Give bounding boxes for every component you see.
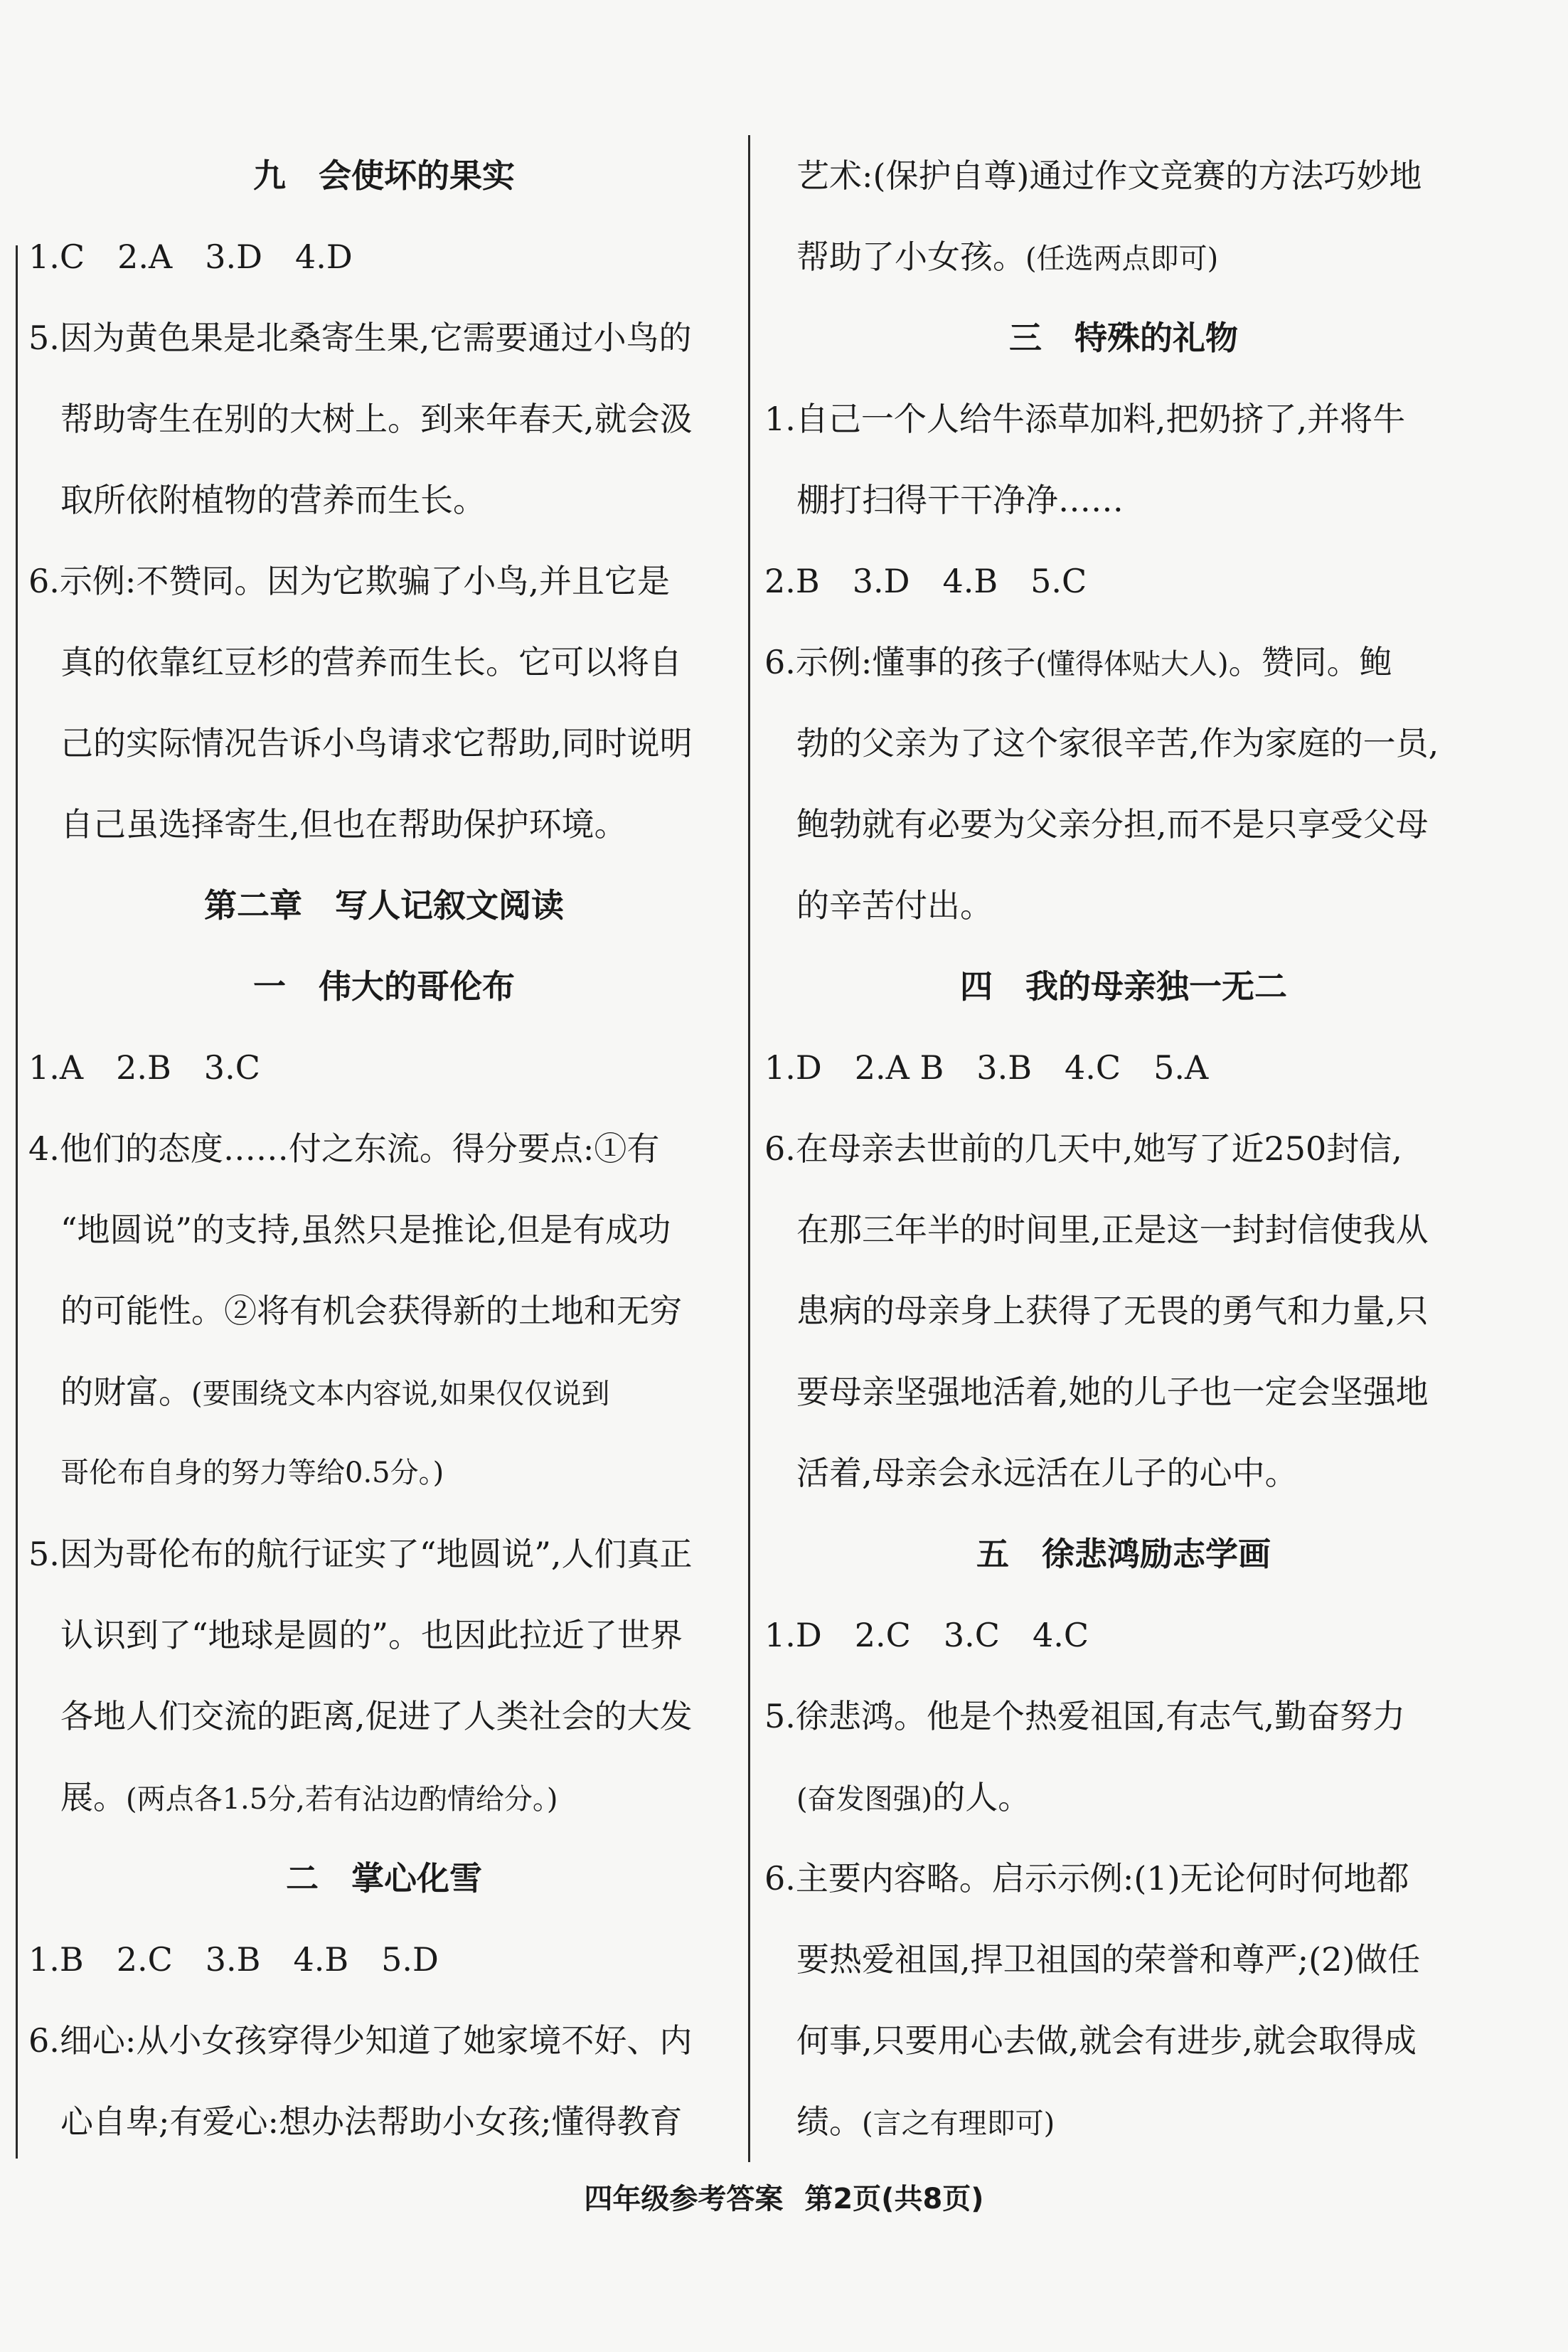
answer-line: 何事,只要用心去做,就会有进步,就会取得成 bbox=[796, 2021, 1417, 2060]
answer-line: 在那三年半的时间里,正是这一封封信使我从 bbox=[796, 1210, 1429, 1249]
section-heading-2: 二 掌心化雪 bbox=[286, 1859, 482, 1898]
answer-line: 要热爱祖国,捍卫祖国的荣誉和尊严;(2)做任 bbox=[796, 1940, 1421, 1979]
answer-line: 心自卑;有爱心:想办法帮助小女孩;懂得教育 bbox=[60, 2102, 683, 2141]
answer-line: 患病的母亲身上获得了无畏的勇气和力量,只 bbox=[796, 1292, 1429, 1330]
answer-text: 展。 bbox=[60, 1778, 126, 1816]
answer-line: 棚打扫得干干净净…… bbox=[796, 481, 1124, 519]
answer-line: “地圆说”的支持,虽然只是推论,但是有成功 bbox=[60, 1210, 671, 1249]
answer-line: 6.示例:不赞同。因为它欺骗了小鸟,并且它是 bbox=[28, 562, 671, 600]
scoring-note: (任选两点即可) bbox=[1025, 243, 1219, 275]
answer-line: 取所依附植物的营养而生长。 bbox=[60, 481, 486, 519]
answer-line: 5.因为黄色果是北桑寄生果,它需要通过小鸟的 bbox=[28, 319, 692, 357]
footer-page-number: 第2页(共8页) bbox=[804, 2183, 984, 2215]
answer-line: 1.D 2.C 3.C 4.C bbox=[764, 1616, 1089, 1654]
answer-line: 己的实际情况告诉小鸟请求它帮助,同时说明 bbox=[60, 724, 693, 762]
column-divider bbox=[748, 135, 750, 2162]
answer-line bbox=[764, 2081, 1483, 2162]
answer-line: 的可能性。②将有机会获得新的土地和无穷 bbox=[60, 1292, 682, 1330]
answer-line: 活着,母亲会永远活在儿子的心中。 bbox=[796, 1454, 1298, 1492]
section-heading-3: 三 特殊的礼物 bbox=[1009, 319, 1238, 357]
scoring-note: 哥伦布自身的努力等给0.5分。) bbox=[60, 1457, 444, 1489]
answer-line: 要母亲坚强地活着,她的儿子也一定会坚强地 bbox=[796, 1373, 1429, 1411]
answer-text: 绩。 bbox=[796, 2102, 862, 2141]
answer-line: 认识到了“地球是圆的”。也因此拉近了世界 bbox=[60, 1616, 683, 1654]
scoring-note: (奋发图强) bbox=[796, 1783, 933, 1816]
answer-line bbox=[28, 1351, 740, 1432]
answer-text: 。赞同。鲍 bbox=[1228, 643, 1392, 681]
scoring-note: (懂得体贴大人) bbox=[1035, 648, 1229, 681]
right-column bbox=[764, 135, 1483, 2162]
scoring-note: (两点各1.5分,若有沾边酌情给分。) bbox=[126, 1783, 558, 1816]
answer-line bbox=[28, 1757, 740, 1838]
answer-line: 6.细心:从小女孩穿得少知道了她家境不好、内 bbox=[28, 2021, 693, 2060]
answer-line: 5.因为哥伦布的航行证实了“地圆说”,人们真正 bbox=[28, 1535, 693, 1573]
answer-line: 4.他们的态度……付之东流。得分要点:①有 bbox=[28, 1129, 660, 1168]
answer-line: 鲍勃就有必要为父亲分担,而不是只享受父母 bbox=[796, 805, 1429, 844]
answer-text: 帮助了小女孩。 bbox=[796, 238, 1025, 276]
answer-line: 艺术:(保护自尊)通过作文竞赛的方法巧妙地 bbox=[796, 156, 1422, 195]
answer-text: 6.示例:懂事的孩子 bbox=[764, 643, 1036, 681]
answer-line bbox=[764, 1757, 1483, 1838]
answer-line: 1.D 2.A B 3.B 4.C 5.A bbox=[764, 1048, 1209, 1087]
answer-line: 的辛苦付出。 bbox=[796, 886, 993, 925]
section-heading-9: 九 会使坏的果实 bbox=[253, 156, 515, 195]
answer-line bbox=[764, 622, 1483, 703]
answer-line: 勃的父亲为了这个家很辛苦,作为家庭的一员, bbox=[796, 724, 1439, 762]
footer-title: 四年级参考答案 bbox=[584, 2183, 784, 2215]
answer-line bbox=[764, 216, 1483, 297]
answer-line: 5.徐悲鸿。他是个热爱祖国,有志气,勤奋努力 bbox=[764, 1697, 1406, 1735]
answer-line: 1.B 2.C 3.B 4.B 5.D bbox=[28, 1940, 439, 1979]
answer-line: 自己虽选择寄生,但也在帮助保护环境。 bbox=[60, 805, 627, 844]
answer-line: 2.B 3.D 4.B 5.C bbox=[764, 562, 1087, 600]
answer-line: 真的依靠红豆杉的营养而生长。它可以将自 bbox=[60, 643, 682, 681]
answer-line: 各地人们交流的距离,促进了人类社会的大发 bbox=[60, 1697, 693, 1735]
answer-line: 1.C 2.A 3.D 4.D bbox=[28, 238, 353, 276]
answer-line: 1.A 2.B 3.C bbox=[28, 1048, 260, 1087]
page-footer bbox=[0, 2176, 1568, 2217]
section-heading-1: 一 伟大的哥伦布 bbox=[253, 967, 515, 1006]
answer-line: 帮助寄生在别的大树上。到来年春天,就会汲 bbox=[60, 400, 693, 438]
chapter-heading-2: 第二章 写人记叙文阅读 bbox=[204, 886, 564, 925]
left-column bbox=[28, 135, 740, 2162]
scoring-note: (要围绕文本内容说,如果仅仅说到 bbox=[191, 1378, 610, 1410]
answer-text: 的财富。 bbox=[60, 1373, 191, 1411]
answer-line: 6.主要内容略。启示示例:(1)无论何时何地都 bbox=[764, 1859, 1409, 1898]
left-margin-line bbox=[16, 245, 18, 2159]
answer-line: 1.自己一个人给牛添草加料,把奶挤了,并将牛 bbox=[764, 400, 1406, 438]
scoring-note: (言之有理即可) bbox=[862, 2107, 1055, 2140]
section-heading-5: 五 徐悲鸿励志学画 bbox=[976, 1535, 1271, 1573]
answer-text: 的人。 bbox=[932, 1778, 1031, 1816]
answer-line: 6.在母亲去世前的几天中,她写了近250封信, bbox=[764, 1129, 1402, 1168]
section-heading-4: 四 我的母亲独一无二 bbox=[960, 967, 1287, 1006]
